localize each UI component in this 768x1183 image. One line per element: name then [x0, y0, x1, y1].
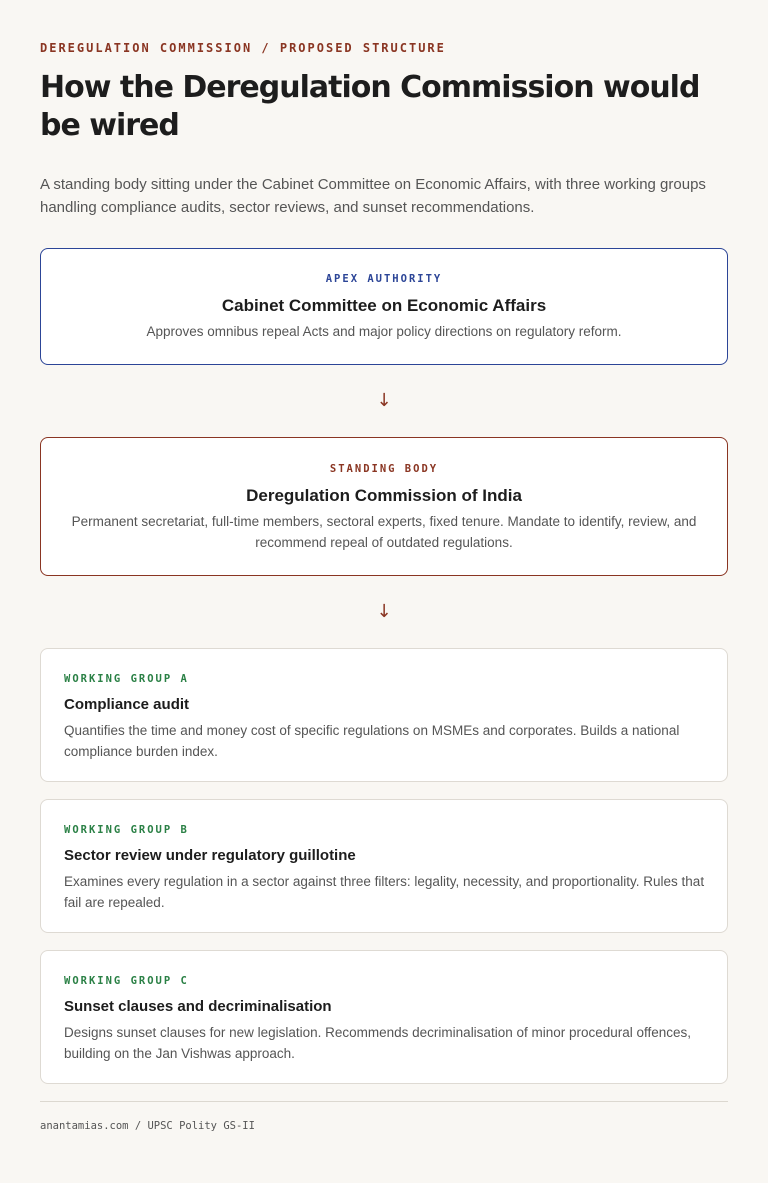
apex-desc: Approves omnibus repeal Acts and major policy directions on regulatory reform.: [146, 324, 622, 339]
down-arrow-icon: ↓: [376, 390, 392, 411]
eyebrow: DEREGULATION COMMISSION / PROPOSED STRUCTURE: [40, 41, 446, 55]
working-group-b-card: [40, 799, 728, 933]
apex-tag: APEX AUTHORITY: [325, 273, 443, 285]
working-group-c-card: [40, 950, 728, 1084]
standing-desc: Permanent secretariat, full-time members, sectoral experts, fixed tenure. Mandate to identify, review, and recommend repeal of outdated regulations.: [71, 514, 697, 550]
working-group-title: Sector review under regulatory guillotine: [64, 847, 356, 864]
working-group-tag: WORKING GROUP C: [64, 975, 189, 987]
lede: A standing body sitting under the Cabinet Committee on Economic Affairs, with three working groups handling compliance audits, sector reviews, and sunset recommendations.: [40, 176, 706, 216]
page-title: How the Deregulation Commission would be wired: [40, 70, 700, 143]
working-group-tag: WORKING GROUP A: [64, 673, 189, 685]
working-group-title: Sunset clauses and decriminalisation: [64, 998, 332, 1015]
working-group-desc: Examines every regulation in a sector against three filters: legality, necessity, and proportionality. Rules that fail are repealed.: [64, 874, 705, 910]
working-group-desc: Designs sunset clauses for new legislation. Recommends decriminalisation of minor procedural offences, building on the Jan Vishwas approach.: [64, 1025, 692, 1061]
standing-tag: STANDING BODY: [329, 463, 439, 475]
standing-body-box: [40, 437, 728, 576]
standing-title: Deregulation Commission of India: [246, 486, 522, 505]
working-group-title: Compliance audit: [64, 696, 190, 713]
working-group-tag: WORKING GROUP B: [64, 824, 189, 836]
apex-title: Cabinet Committee on Economic Affairs: [221, 296, 547, 315]
working-group-a-card: [40, 648, 728, 782]
footer-credit: anantamias.com / UPSC Polity GS-II: [40, 1101, 728, 1133]
down-arrow-icon: ↓: [376, 601, 392, 622]
working-group-desc: Quantifies the time and money cost of specific regulations on MSMEs and corporates. Builds a national compliance burden index.: [64, 723, 680, 759]
apex-authority-box: [40, 248, 728, 365]
